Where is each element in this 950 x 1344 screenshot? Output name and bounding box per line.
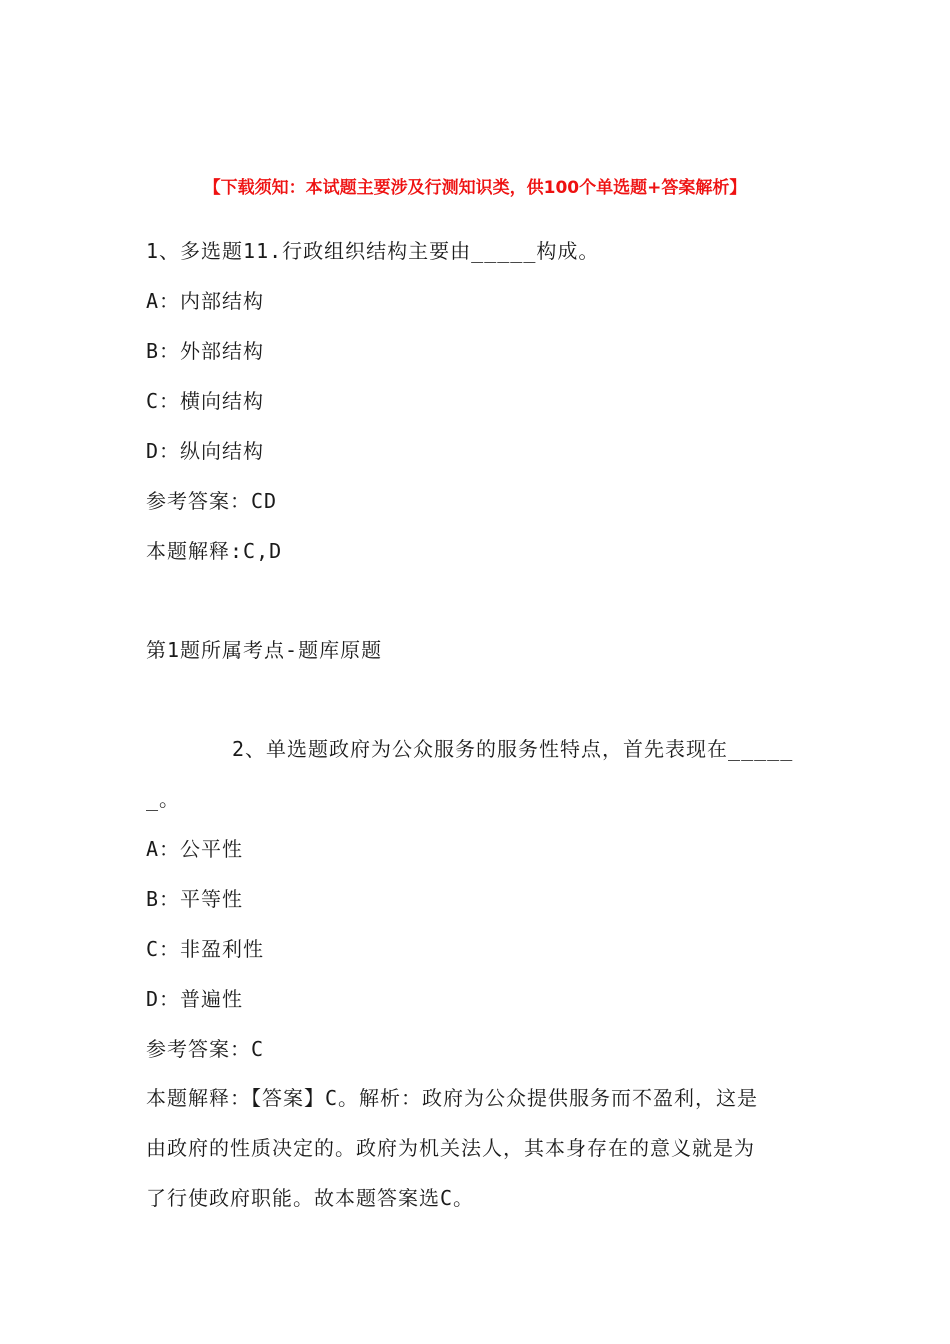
question-2-explanation-line-2: 由政府的性质决定的。政府为机关法人，其本身存在的意义就是为 [146, 1136, 755, 1160]
question-1-topic: 第1题所属考点-题库原题 [146, 638, 383, 662]
question-2-explanation-line-1: 本题解释：【答案】C。解析：政府为公众提供服务而不盈利，这是 [146, 1086, 759, 1110]
question-2-explanation-line-3: 了行使政府职能。故本题答案选C。 [146, 1186, 475, 1210]
question-1-explanation: 本题解释:C,D [146, 539, 283, 563]
question-1-stem: 1、多选题11.行政组织结构主要由_____构成。 [146, 239, 600, 263]
question-1-answer: 参考答案：CD [146, 489, 278, 513]
question-1-option-c: C：横向结构 [146, 389, 265, 413]
download-notice: 【下载须知：本试题主要涉及行测知识类，供100个单选题+答案解析】 [203, 178, 747, 198]
question-2-option-b: B：平等性 [146, 887, 244, 911]
question-2-stem-line-1: 2、单选题政府为公众服务的服务性特点，首先表现在_____ [232, 737, 794, 761]
question-2-option-c: C：非盈利性 [146, 937, 265, 961]
question-1-option-b: B：外部结构 [146, 339, 265, 363]
question-1-option-a: A：内部结构 [146, 289, 265, 313]
question-2-option-d: D：普遍性 [146, 987, 244, 1011]
question-1-option-d: D：纵向结构 [146, 439, 265, 463]
question-2-stem-line-2: _。 [146, 787, 181, 811]
question-2-answer: 参考答案：C [146, 1037, 265, 1061]
question-2-option-a: A：公平性 [146, 837, 244, 861]
